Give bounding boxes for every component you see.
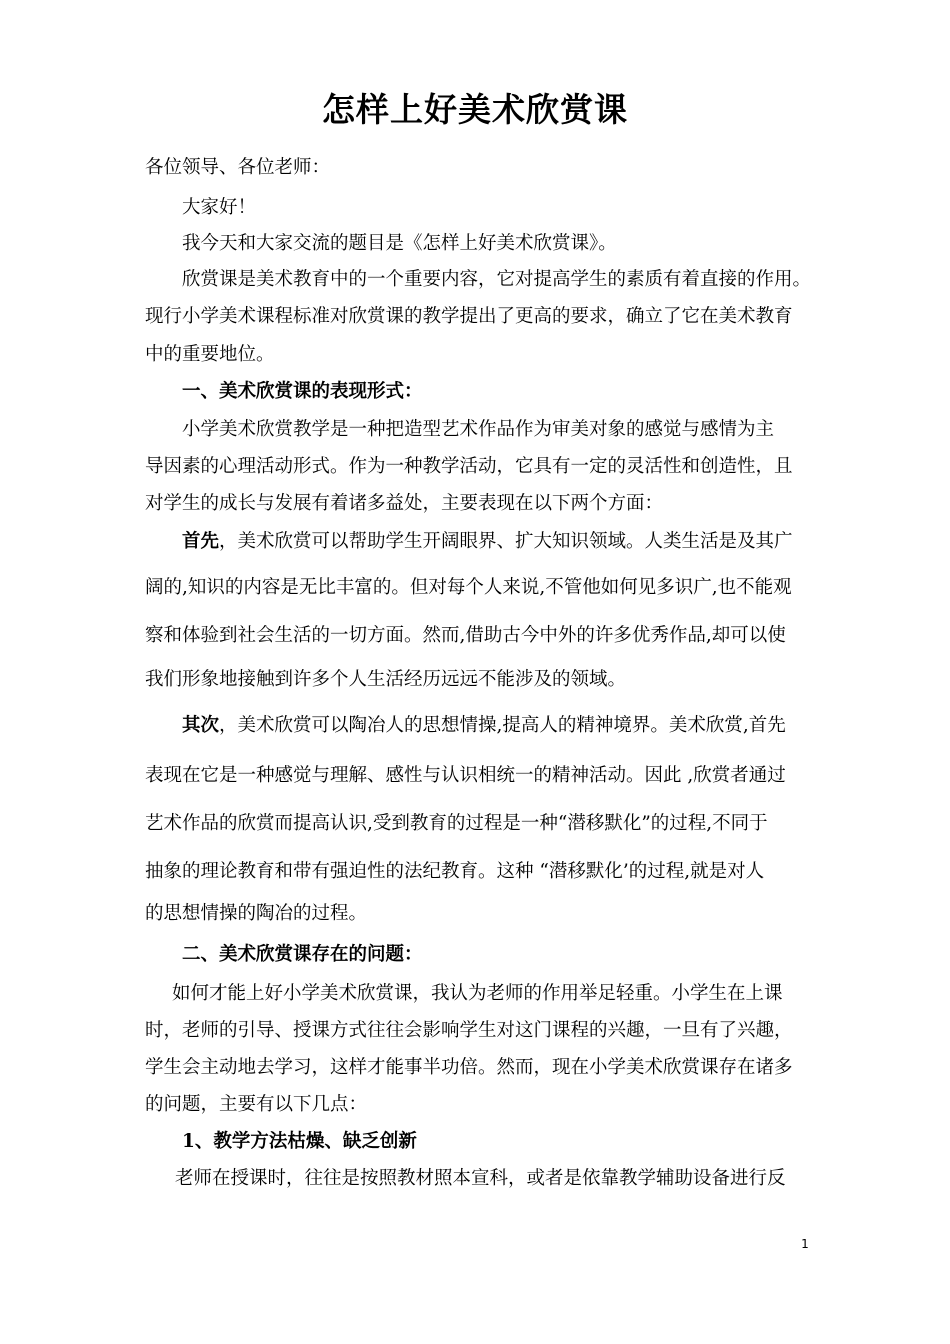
text-line: 一、美术欣赏课的表现形式： <box>182 381 423 402</box>
paragraph-first-line <box>182 528 822 556</box>
document-title: 怎样上好美术欣赏课 <box>322 90 628 129</box>
text-line: 欣赏课是美术教育中的一个重要内容，它对提高学生的素质有着直接的作用。 <box>182 269 812 290</box>
paragraph-text-first: ，美术欣赏可以帮助学生开阔眼界、扩大知识领域。人类生活是及其广 <box>219 531 793 552</box>
text-line: 对学生的成长与发展有着诸多益处，主要表现在以下两个方面： <box>145 493 664 514</box>
text-line: 小学美术欣赏教学是一种把造型艺术作品作为审美对象的感觉与感情为主 <box>182 419 775 440</box>
text-line: 现行小学美术课程标准对欣赏课的教学提出了更高的要求，确立了它在美术教育 <box>145 306 793 327</box>
paragraph-second-line <box>182 712 822 740</box>
text-line: 大家好！ <box>182 197 257 218</box>
text-line: 阔的,知识的内容是无比丰富的。但对每个人来说,不管他如何见多识广,也不能观 <box>145 577 792 598</box>
text-line: 察和体验到社会生活的一切方面。然而,借助古今中外的许多优秀作品,却可以使 <box>145 625 786 646</box>
text-line: 我今天和大家交流的题目是《怎样上好美术欣赏课》。 <box>182 233 617 254</box>
text-line: 1、教学方法枯燥、缺乏创新 <box>182 1131 417 1152</box>
paragraph-text-second: ，美术欣赏可以陶冶人的思想情操,提高人的精神境界。美术欣赏,首先 <box>219 715 786 736</box>
text-line: 的问题，主要有以下几点： <box>145 1094 368 1115</box>
text-line: 我们形象地接触到许多个人生活经历远远不能涉及的领域。 <box>145 669 627 690</box>
page-number: 1 <box>801 1237 809 1251</box>
text-line: 各位领导、各位老师： <box>145 157 331 178</box>
text-line: 如何才能上好小学美术欣赏课，我认为老师的作用举足轻重。小学生在上课 <box>172 983 783 1004</box>
text-line: 艺术作品的欣赏而提高认识,受到教育的过程是一种“潜移默化”的过程,不同于 <box>145 813 768 834</box>
text-line: 中的重要地位。 <box>145 344 275 365</box>
text-line: 表现在它是一种感觉与理解、感性与认识相统一的精神活动。因此 ,欣赏者通过 <box>145 765 786 786</box>
paragraph-lead-first: 首先 <box>182 531 220 552</box>
text-line: 二、美术欣赏课存在的问题： <box>182 944 423 965</box>
text-line: 学生会主动地去学习，这样才能事半功倍。然而，现在小学美术欣赏课存在诸多 <box>145 1057 793 1078</box>
text-line: 时，老师的引导、授课方式往往会影响学生对这门课程的兴趣，一旦有了兴趣， <box>145 1020 793 1041</box>
text-line: 老师在授课时，往往是按照教材照本宣科，或者是依靠教学辅助设备进行反 <box>175 1168 786 1189</box>
paragraph-lead-second: 其次 <box>182 715 220 736</box>
text-line: 导因素的心理活动形式。作为一种教学活动，它具有一定的灵活性和创造性，且 <box>145 456 793 477</box>
text-line: 的思想情操的陶冶的过程。 <box>145 903 368 924</box>
text-line: 抽象的理论教育和带有强迫性的法纪教育。这种 “潜移默化’的过程,就是对人 <box>145 861 765 882</box>
